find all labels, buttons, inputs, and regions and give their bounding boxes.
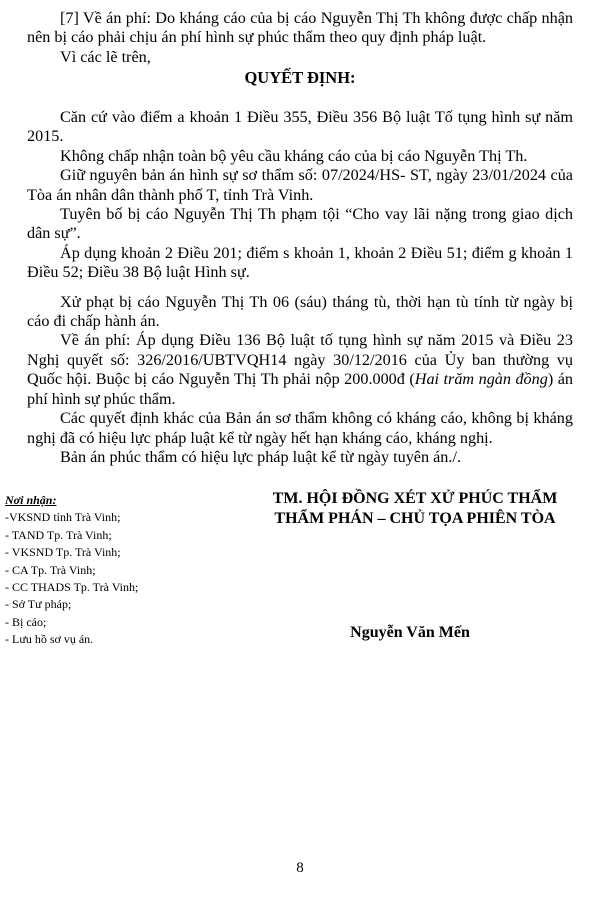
page-number: 8 bbox=[296, 860, 304, 876]
paragraph-declare-guilty: Tuyên bố bị cáo Nguyễn Thị Th phạm tội “Cho vay lãi nặng trong giao dịch dân sự”. bbox=[27, 205, 573, 243]
recipients-title: Nơi nhận: bbox=[5, 493, 57, 507]
recipient-item: - Sở Tư pháp; bbox=[5, 597, 72, 612]
recipient-item: - VKSND Tp. Trà Vinh; bbox=[5, 545, 121, 560]
paragraph-uphold-verdict: Giữ nguyên bản án hình sự sơ thẩm số: 07/2024/HS- ST, ngày 23/01/2024 của Tòa án nhân dân thành phố T, tỉnh Trà Vinh. bbox=[27, 166, 573, 204]
recipient-item: - Lưu hồ sơ vụ án. bbox=[5, 632, 94, 647]
paragraph-legal-basis: Căn cứ vào điểm a khoản 1 Điều 355, Điều 356 Bộ luật Tố tụng hình sự năm 2015. bbox=[27, 108, 573, 146]
court-fee-text: Về án phí: Áp dụng Điều 136 Bộ luật tố tụng hình sự năm 2015 và Điều 23 Nghị quyết số: 326/2016/UBTVQH14 ngày 30/12/2016 của Ủy ban thường vụ Quốc hội. Buộc bị cáo Nguyễn Thị Th phải nộp 200.000đ ( bbox=[27, 331, 573, 389]
recipient-item: - CC THADS Tp. Trà Vinh; bbox=[5, 580, 139, 595]
paragraph-apply-articles: Áp dụng khoản 2 Điều 201; điểm s khoản 1, khoản 2 Điều 51; điểm g khoản 1 Điều 52; Điều 38 Bộ luật Hình sự. bbox=[27, 243, 573, 282]
paragraph-sentence: Xử phạt bị cáo Nguyễn Thị Th 06 (sáu) tháng tù, thời hạn tù tính từ ngày bị cáo đi chấp hành án. bbox=[27, 292, 573, 331]
signature-title-line-1: TM. HỘI ĐỒNG XÉT XỬ PHÚC THẨM bbox=[272, 490, 558, 507]
recipient-item: - TAND Tp. Trà Vinh; bbox=[5, 527, 112, 542]
paragraph-effective: Bản án phúc thẩm có hiệu lực pháp luật kể từ ngày tuyên án./. bbox=[60, 447, 461, 466]
paragraph-reject-appeal: Không chấp nhận toàn bộ yêu cầu kháng cáo của bị cáo Nguyễn Thị Th. bbox=[60, 146, 528, 165]
signer-name: Nguyễn Văn Mến bbox=[350, 624, 470, 641]
recipients-list bbox=[5, 492, 235, 649]
paragraph-for-these-reasons: Vì các lẽ trên, bbox=[60, 47, 151, 66]
paragraph-other-decisions: Các quyết định khác của Bản án sơ thẩm không có kháng cáo, không bị kháng nghị đã có hiệu lực pháp luật kể từ ngày hết hạn kháng cáo, kháng nghị. bbox=[27, 409, 573, 447]
recipient-item: - CA Tp. Trà Vinh; bbox=[5, 562, 96, 577]
court-fee-amount-words: Hai trăm ngàn đồng bbox=[414, 370, 548, 389]
court-fee-text-end: ) án phí hình sự phúc thẩm. bbox=[27, 370, 574, 408]
signature-block bbox=[230, 489, 600, 529]
signature-title-line-2: THẨM PHÁN – CHỦ TỌA PHIÊN TÒA bbox=[274, 510, 556, 527]
paragraph-court-fee bbox=[27, 331, 573, 409]
recipient-item: -VKSND tỉnh Trà Vinh; bbox=[5, 510, 121, 525]
decision-heading: QUYẾT ĐỊNH: bbox=[244, 68, 356, 87]
decision-text bbox=[27, 108, 573, 467]
recipient-item: - Bị cáo; bbox=[5, 614, 47, 629]
paragraph-court-fee-reason: [7] Về án phí: Do kháng cáo của bị cáo Nguyễn Thị Th không được chấp nhận nên bị cáo phải chịu án phí hình sự phúc thẩm theo quy định pháp luật. bbox=[27, 9, 573, 47]
intro-text bbox=[27, 9, 573, 67]
